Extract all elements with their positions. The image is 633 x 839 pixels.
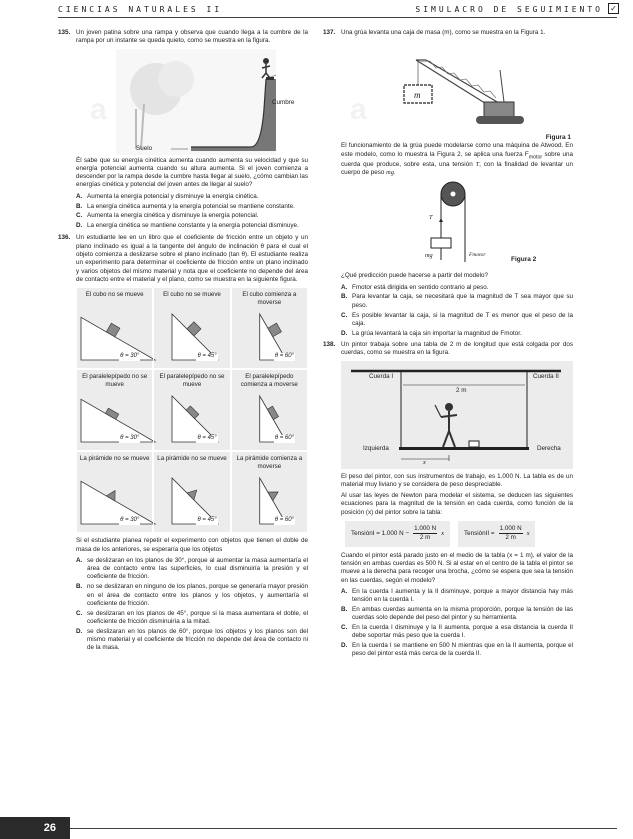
option-text: Fmotor está dirigida en sentido contrario al peso. — [352, 283, 489, 291]
equation-lhs: TensiónI = 1.000 N − — [351, 529, 410, 537]
figure-2-caption: Figura 2 — [511, 256, 537, 264]
x-label: x — [423, 458, 426, 466]
option-d[interactable] — [76, 222, 308, 230]
option-text: En la cuerda I aumenta y la II disminuye, porque a mayor distancia hay más tensión en la cuerda I. — [352, 587, 573, 604]
incline-cell — [231, 451, 308, 533]
weight-label: mg — [425, 252, 433, 260]
options-list — [341, 588, 573, 659]
option-c[interactable] — [76, 212, 308, 220]
option-text: se deslizaran en los planos de 60°, porque los objetos y los planos son del mismo material y el coeficiente de fricción no depende del área de contacto ni de la masa. — [87, 627, 308, 652]
page-number: 26 — [0, 817, 70, 839]
watermark: a — [90, 93, 107, 126]
option-a[interactable] — [76, 193, 308, 201]
option-c[interactable] — [341, 624, 573, 641]
incline-cell-title: El cubo no se mueve — [85, 291, 144, 299]
question-136 — [58, 234, 308, 652]
question-number: 138. — [323, 340, 336, 348]
ramp-figure — [76, 49, 308, 157]
option-letter: A. — [76, 192, 83, 200]
option-letter: D. — [76, 222, 83, 230]
section-title: SIMULACRO DE SEGUIMIENTO — [415, 5, 603, 14]
option-d[interactable] — [341, 330, 573, 338]
watermark: a — [350, 93, 367, 126]
option-text: Aumenta la energía potencial y disminuye la energía cinética. — [87, 192, 259, 200]
incline-cell-title: La pirámide no se mueve — [157, 455, 227, 463]
option-a[interactable] — [76, 557, 308, 582]
option-letter: D. — [341, 642, 348, 650]
incline-triangle — [81, 400, 155, 443]
option-letter: D. — [341, 329, 348, 337]
equation-tension-2 — [458, 521, 536, 547]
variable-x: x — [441, 529, 444, 537]
incline-angle-label: θ = 45° — [197, 517, 217, 524]
incline-cell — [76, 369, 153, 451]
incline-cell — [231, 287, 308, 369]
option-letter: C. — [341, 311, 348, 319]
option-b[interactable] — [76, 203, 308, 211]
incline-cell-title: El paralelepípedo no se mueve — [82, 373, 148, 388]
option-letter: A. — [76, 556, 83, 564]
numerator: 1.000 N — [413, 525, 437, 534]
paragraph-3: Cuando el pintor está parado justo en el medio de la tabla (x = 1 m), el valor de la tensión en ambas cuerdas es 500 N. Si al estar en el centro de la tabla el pintor se mueve a la derecha para recoger una brocha, ¿cómo se espera que sea la tensión en las cuerdas, según el modelo? — [341, 551, 573, 584]
option-b[interactable] — [341, 293, 573, 310]
footer-line — [70, 828, 617, 829]
crane-figure — [341, 40, 573, 142]
paragraph-1: El peso del pintor, con sus instrumentos de trabajo, es 1.000 N. La tabla es de un material muy liviano y se considera de peso despreciable. — [341, 472, 573, 488]
crane-illustration — [396, 40, 546, 132]
incline-cell-title: El cubo comienza a moverse — [242, 291, 297, 306]
options-list — [76, 557, 308, 653]
options-list — [341, 284, 573, 338]
tension-label: T — [429, 214, 433, 222]
incline-angle-label: θ = 60° — [274, 435, 294, 442]
incline-cell-title: La pirámide no se mueve — [79, 455, 150, 463]
incline-angle-label: θ = 60° — [274, 517, 294, 524]
incline-cell — [153, 451, 230, 533]
incline-angle-label: θ = 30° — [120, 435, 140, 442]
paragraph-2: Al usar las leyes de Newton para modelar el sistema, se deducen las siguientes ecuaciones para la magnitud de la tensión en cada cuerda, como función de la posición (x) del pintor sobre la tabla: — [341, 492, 573, 516]
fraction — [413, 525, 437, 543]
question-prompt: ¿Qué predicción puede hacerse a partir del modelo? — [341, 272, 489, 280]
option-d[interactable] — [341, 642, 573, 659]
option-letter: B. — [341, 293, 348, 301]
option-letter: B. — [76, 583, 83, 591]
question-body: Él sabe que su energía cinética aumenta cuando aumenta su velocidad y que su energía potencial aumenta cuando su altura aumenta. Si el joven comienza a descender por la rampa desde la cumbre hasta llegar al suelo, ¿cómo cambian las energías cinética y potencial del joven antes de llegar al suelo? — [76, 156, 308, 189]
incline-cell-title: El paralelepípedo no se mueve — [159, 373, 225, 388]
incline-angle-label: θ = 45° — [197, 435, 217, 442]
question-number: 135. — [58, 29, 71, 36]
right-label: Derecha — [537, 444, 561, 452]
fraction — [499, 525, 523, 543]
question-stem: Un joven patina sobre una rampa y observa que cuando llega a la cumbre de la rampa por un instante se queda quieto, como se muestra en la figura. — [76, 29, 308, 45]
incline-cell — [153, 369, 230, 451]
option-letter: C. — [76, 609, 83, 617]
ramp-illustration — [116, 49, 276, 155]
incline-cell — [153, 287, 230, 369]
question-137 — [323, 29, 573, 338]
incline-angle-label: θ = 60° — [274, 353, 294, 360]
incline-cell-title: La pirámide comienza a moverse — [236, 455, 303, 470]
subject-title: CIENCIAS NATURALES II — [58, 5, 223, 14]
equations — [345, 521, 573, 547]
question-body: El funcionamiento de la grúa puede modelarse como una máquina de Atwood. En este modelo, como lo muestra la Figura 2, se aplica una fuerza $F_{motor}$ sobre una cuerda que produce, sobre esta, una tensión T, con la finalidad de levantar un cuerpo de peso mg. — [341, 142, 573, 177]
atwood-figure — [341, 180, 573, 272]
variable-x: x — [526, 529, 530, 537]
incline-cell — [76, 287, 153, 369]
ramp-top-label: Cumbre — [272, 98, 295, 106]
fmotor-label: Fmotor — [469, 252, 486, 259]
option-d[interactable] — [76, 628, 308, 653]
right-column — [323, 29, 573, 660]
figure-1-caption: Figura 1 — [545, 133, 571, 141]
option-b[interactable] — [76, 583, 308, 608]
option-text: En la cuerda I disminuye y la II aumenta, porque a esa distancia la cuerda II debe soportar más peso que la cuerda I. — [352, 623, 573, 640]
option-letter: A. — [341, 283, 348, 291]
question-stem: Una grúa levanta una caja de masa (m), como se muestra en la Figura 1. — [341, 29, 546, 36]
option-letter: C. — [341, 623, 348, 631]
equation-lhs: TensiónII = — [463, 529, 495, 537]
question-138 — [323, 341, 573, 659]
rope-2-label: Cuerda II — [533, 372, 559, 380]
option-text: La energía cinética aumenta y la energía potencial se mantiene constante. — [87, 202, 295, 210]
option-text: La energía cinética se mantiene constante y la energía potencial disminuye. — [87, 222, 299, 230]
option-text: La grúa levantará la caja sin importar la magnitud de Fmotor. — [352, 329, 522, 337]
option-letter: D. — [76, 627, 83, 635]
incline-cell — [231, 369, 308, 451]
option-text: Aumenta la energía cinética y disminuye la energía potencial. — [87, 212, 259, 220]
question-body: Si el estudiante planea repetir el experimento con objetos que tienen el doble de masa de los anteriores, se esperaría que los objetos — [76, 537, 308, 553]
option-text: se deslizaran en los planos de 45°, porque si la masa aumentara el doble, el coeficiente de fricción disminuiría a la mitad. — [87, 609, 308, 625]
painter-figure — [341, 361, 573, 469]
incline-angle-label: θ = 45° — [197, 353, 217, 360]
incline-triangle — [81, 482, 155, 525]
option-a[interactable] — [341, 588, 573, 605]
rope-1-label: Cuerda I — [369, 372, 394, 380]
denominator: 2 m — [505, 534, 516, 542]
option-text: no se deslizaran en ninguno de los planos, porque se generaría mayor presión en el área de contacto entre los planos y los objetos, y aumentaría el coeficiente de fricción. — [87, 583, 308, 607]
incline-triangle — [81, 318, 155, 361]
option-letter: C. — [76, 212, 83, 220]
option-text: Es posible levantar la caja, si la magnitud de T es menor que el peso de la caja. — [352, 311, 573, 327]
incline-angle-label: θ = 30° — [120, 353, 140, 360]
denominator: 2 m — [419, 534, 431, 542]
left-label: Izquierda — [363, 444, 389, 452]
option-text: se deslizaran en los planos de 30°, porque al aumentar la masa aumentaría el área de contacto entre las superficies, lo cual disminuiría la presión y el coeficiente de fricción. — [87, 556, 308, 581]
option-c[interactable] — [76, 610, 308, 627]
crane-box-label: m — [414, 90, 421, 101]
question-135 — [58, 29, 308, 230]
ramp-bottom-label: Suelo — [136, 144, 153, 152]
question-number: 136. — [58, 234, 71, 242]
length-label: 2 m — [456, 386, 467, 394]
left-column — [58, 29, 308, 654]
option-letter: A. — [341, 587, 348, 595]
option-letter: B. — [341, 605, 348, 613]
incline-angle-label: θ = 30° — [120, 517, 140, 524]
question-stem: Un estudiante lee en un libro que el coeficiente de fricción entre un objeto y un plano inclinado es igual a la tangente del ángulo de inclinación θ para el cual el objeto comienza a deslizarse sobre el plano inclinado (tan θ). El estudiante realiza un experimento para determinar el coeficiente de fricción entre un plano inclinado y varios objetos del mismo material y nota que el coeficiente no depende del área de contacto entre el material y el plano, como se muestra en la siguiente figura. — [76, 234, 308, 283]
option-text: En la cuerda I se mantiene en 500 N mientras que en la II aumenta, porque el peso del pintor está más cerca de la cuerda II. — [352, 642, 573, 658]
question-stem: Un pintor trabaja sobre una tabla de 2 m de longitud que está colgada por dos cuerdas, como se muestra en la figura. — [341, 340, 573, 357]
checkbox-check-icon: ✓ — [608, 3, 619, 14]
option-text: Para levantar la caja, se necesitará que la magnitud de T sea mayor que su peso. — [352, 293, 573, 309]
incline-cell-title: El paralelepípedo comienza a moverse — [240, 373, 298, 388]
option-c[interactable] — [341, 312, 573, 329]
incline-cell-title: El cubo no se mueve — [163, 291, 221, 299]
equation-tension-1 — [345, 521, 450, 547]
option-a[interactable] — [341, 284, 573, 292]
incline-grid — [76, 287, 308, 533]
page-header — [58, 4, 617, 18]
option-b[interactable] — [341, 606, 573, 623]
options-list — [76, 193, 308, 231]
incline-cell — [76, 451, 153, 533]
question-number: 137. — [323, 29, 336, 36]
option-text: En ambas cuerdas aumenta en la misma proporción, porque la tensión de las cuerdas solo depende del peso del pintor y su herramienta. — [352, 605, 573, 622]
option-letter: B. — [76, 202, 83, 210]
numerator: 1.000 N — [499, 525, 523, 534]
